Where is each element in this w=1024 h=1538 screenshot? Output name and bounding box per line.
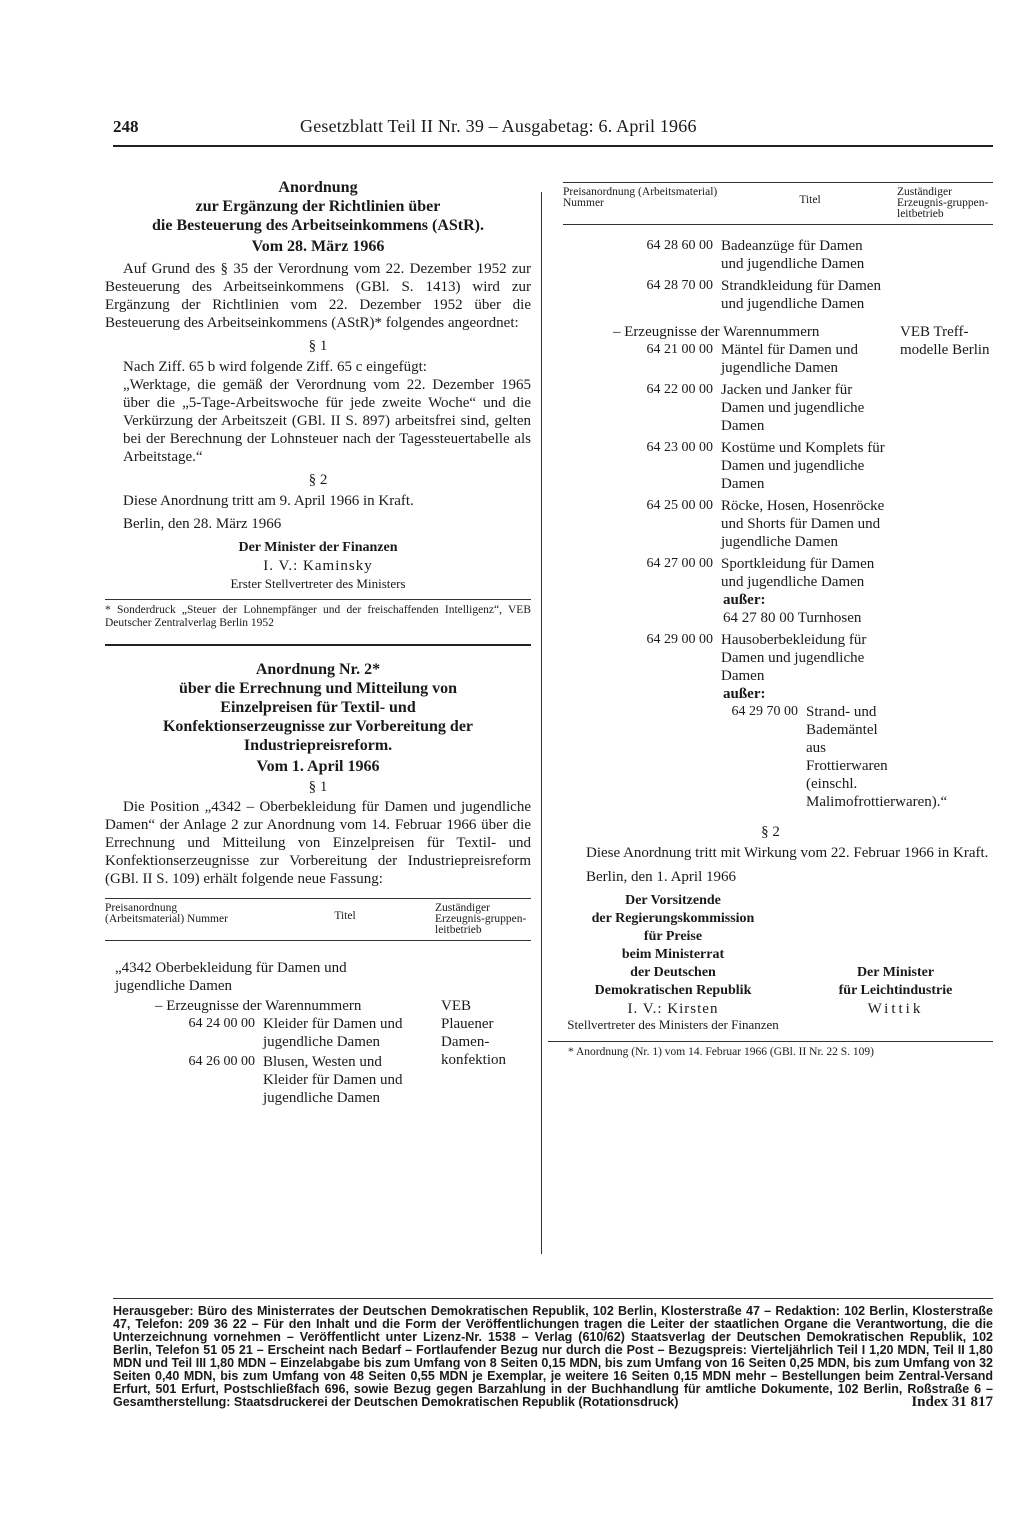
except-label: außer:	[723, 686, 766, 702]
column-divider	[541, 192, 542, 1254]
index-number: Index 31 817	[911, 1394, 993, 1410]
table-row: 64 23 00 00 Kostüme und Komplets für Damen und jugendliche Damen	[646, 440, 885, 492]
except-label: außer:	[723, 592, 766, 608]
decree2-s1-text: Die Position „4342 – Oberbekleidung für Damen und jugendliche Damen“ der Anlage 2 zur Anordnung vom 14. Februar 1966 über die Errechnung und Mitteilung von Einzelpreisen für Textil- und Konfektionserzeugnisse zur Vorbereitung der Industriepreisreform (GBl. II S. 109) erhält folgende neue Fassung:	[105, 799, 531, 887]
section-rule	[105, 644, 531, 646]
group-4342: „4342 Oberbekleidung für Damen und jugendliche Damen	[115, 960, 347, 994]
decree1-section2: § 2	[308, 472, 328, 488]
decree2-s2-text: Diese Anordnung tritt mit Wirkung vom 22. Februar 1966 in Kraft.	[586, 845, 989, 861]
left-column	[105, 178, 531, 1107]
signature-right: Der Minister für Leichtindustrie Wittik	[838, 965, 953, 1017]
decree1-signature-name: I. V.: Kaminsky	[263, 558, 373, 574]
decree1-s1-quote: „Werktage, die gemäß der Verordnung vom 22. Dezember 1965 über die „5-Tage-Arbeitswoche für jede zweite Woche“ und die Verkürzung der Arbeitszeit (GBl. II S. 897) arbeitsfrei sind, gelten bei der Berechnung der Lohnsteuer nach der Tagessteuertabelle als Arbeitstage.“	[123, 377, 531, 465]
except-item: 64 27 80 00 Turnhosen	[723, 610, 862, 626]
left-responsible-org: VEB Plauener Damen-konfektion	[441, 998, 506, 1068]
decree1-s1-intro: Nach Ziff. 65 b wird folgende Ziff. 65 c eingefügt:	[123, 359, 427, 375]
imprint-rule	[113, 1298, 993, 1299]
table-header-right: Preisanordnung (Arbeitsmaterial) Nummer Titel Zuständiger Erzeugnis-gruppen-leitbetrieb	[563, 182, 993, 225]
table-row: 64 24 00 00 Kleider für Damen und jugendliche Damen	[188, 1016, 403, 1050]
decree1-section1: § 1	[308, 338, 328, 354]
imprint: Herausgeber: Büro des Ministerrates der Deutschen Demokratischen Republik, 102 Berlin, Klosterstraße 47 – Redaktion: 102 Berlin, Klosterstraße 47, Telefon: 209 36 22 – Für den Inhalt und die Form der Veröffentlichungen tragen die Leiter der staatlichen Organe die Verantwortung, die die Unterzeichnung vornehmen – Veröffentlicht unter Lizenz-Nr. 1538 – Verlag (610/62) Staatsverlag der Deutschen Demokratischen Republik, 102 Berlin, Telefon 51 05 21 – Erscheint nach Bedarf – Fortlaufender Bezug nur durch die Post – Bezugspreis: Vierteljährlich Teil I 1,20 MDN, Teil II 1,80 MDN und Teil III 1,80 MDN – Einzelabgabe bis zum Umfang von 8 Seiten 0,15 MDN, bis zum Umfang von 16 Seiten 0,25 MDN, bis zum Umfang von 32 Seiten 0,40 MDN, bis zum Umfang von 48 Seiten 0,55 MDN je Exemplar, je weitere 16 Seiten 0,15 MDN mehr – Bestellungen beim Zentral-Versand Erfurt, 501 Erfurt, Postschließfach 696, sowie Bezug gegen Barzahlung in der Buchhandlung für amtliche Dokumente, 102 Berlin, Roßstraße 6 – Gesamtherstellung: Staatsdruckerei der Deutschen Demokratischen Republik (Rotationsdruck) Index 31 817	[113, 1304, 993, 1410]
decree1-signature-role: Erster Stellvertreter des Ministers	[230, 576, 406, 591]
table-row: 64 29 00 00 Hausoberbekleidung für Damen und jugendliche Damen	[646, 632, 867, 684]
header-rule	[113, 145, 993, 147]
decree1-title: Anordnung zur Ergänzung der Richtlinien über die Besteuerung des Arbeitseinkommens (AStR).	[152, 179, 484, 234]
table-row: 64 21 00 00 Mäntel für Damen und jugendliche Damen	[646, 342, 859, 376]
decree2-section2: § 2	[761, 824, 780, 840]
running-title: Gesetzblatt Teil II Nr. 39 – Ausgabetag: 6. April 1966	[300, 116, 697, 136]
decree2-date: Vom 1. April 1966	[256, 758, 380, 775]
table-row: 64 28 60 00 Badeanzüge für Damen und jugendliche Damen	[646, 238, 865, 272]
decree1-s2-text: Diese Anordnung tritt am 9. April 1966 in Kraft.	[123, 493, 414, 509]
decree2-signatures	[548, 892, 993, 1031]
table-row: 64 22 00 00 Jacken und Janker für Damen und jugendliche Damen	[646, 382, 865, 434]
left-table-body	[105, 959, 531, 1107]
decree2-title: Anordnung Nr. 2* über die Errechnung und Mitteilung von Einzelpreisen für Textil- und Konfektionserzeugnisse zur Vorbereitung der Industriepreisreform.	[162, 661, 474, 754]
decree1-date: Vom 28. März 1966	[251, 238, 385, 255]
right-column	[548, 182, 993, 1059]
table-row: 64 29 70 00 Strand- und Bademäntel aus Frottierwaren (einschl. Malimofrottierwaren).“	[731, 704, 948, 810]
page-number: 248	[113, 117, 139, 136]
table-row: 64 26 00 00 Blusen, Westen und Kleider für Damen und jugendliche Damen	[188, 1054, 403, 1106]
decree1-place-date: Berlin, den 28. März 1966	[123, 516, 282, 532]
decree1-intro: Auf Grund des § 35 der Verordnung vom 22. Dezember 1952 zur Besteuerung des Arbeitseinkommens (GBl. S. 1413) wird zur Ergänzung der Richtlinien vom 22. Dezember 1952 über die Besteuerung des Arbeitseinkommens (AStR)* folgendes angeordnet:	[105, 261, 531, 331]
right-table-body	[548, 237, 993, 811]
left-sub-heading: – Erzeugnisse der Warennummern	[155, 998, 362, 1014]
decree1-signature-org: Der Minister der Finanzen	[238, 540, 398, 555]
table-row: 64 27 00 00 Sportkleidung für Damen und jugendliche Damen	[646, 556, 875, 590]
decree2-footnote: * Anordnung (Nr. 1) vom 14. Februar 1966 (GBl. II Nr. 22 S. 109)	[568, 1046, 875, 1058]
right-responsible-org: VEB Treff-modelle Berlin	[900, 324, 990, 358]
right-sub-heading: – Erzeugnisse der Warennummern	[613, 324, 820, 340]
signature-left: Der Vorsitzende der Regierungskommission für Preise beim Ministerrat der Deutschen Demokratischen Republik I. V.: Kirsten Stellvertreter des Ministers der Finanzen	[567, 893, 779, 1032]
table-row: 64 25 00 00 Röcke, Hosen, Hosenröcke und Shorts für Damen und jugendliche Damen	[646, 498, 885, 550]
decree2-place-date: Berlin, den 1. April 1966	[586, 869, 736, 885]
table-header-left: Preisanordnung (Arbeitsmaterial) Nummer Titel Zuständiger Erzeugnis-gruppen-leitbetrieb	[105, 898, 531, 941]
decree1-footnote: * Sonderdruck „Steuer der Lohnempfänger und der freischaffenden Intelligenz“, VEB Deutscher Zentralverlag Berlin 1952	[105, 604, 531, 629]
table-row: 64 28 70 00 Strandkleidung für Damen und jugendliche Damen	[646, 278, 881, 312]
decree2-section1: § 1	[308, 779, 328, 795]
